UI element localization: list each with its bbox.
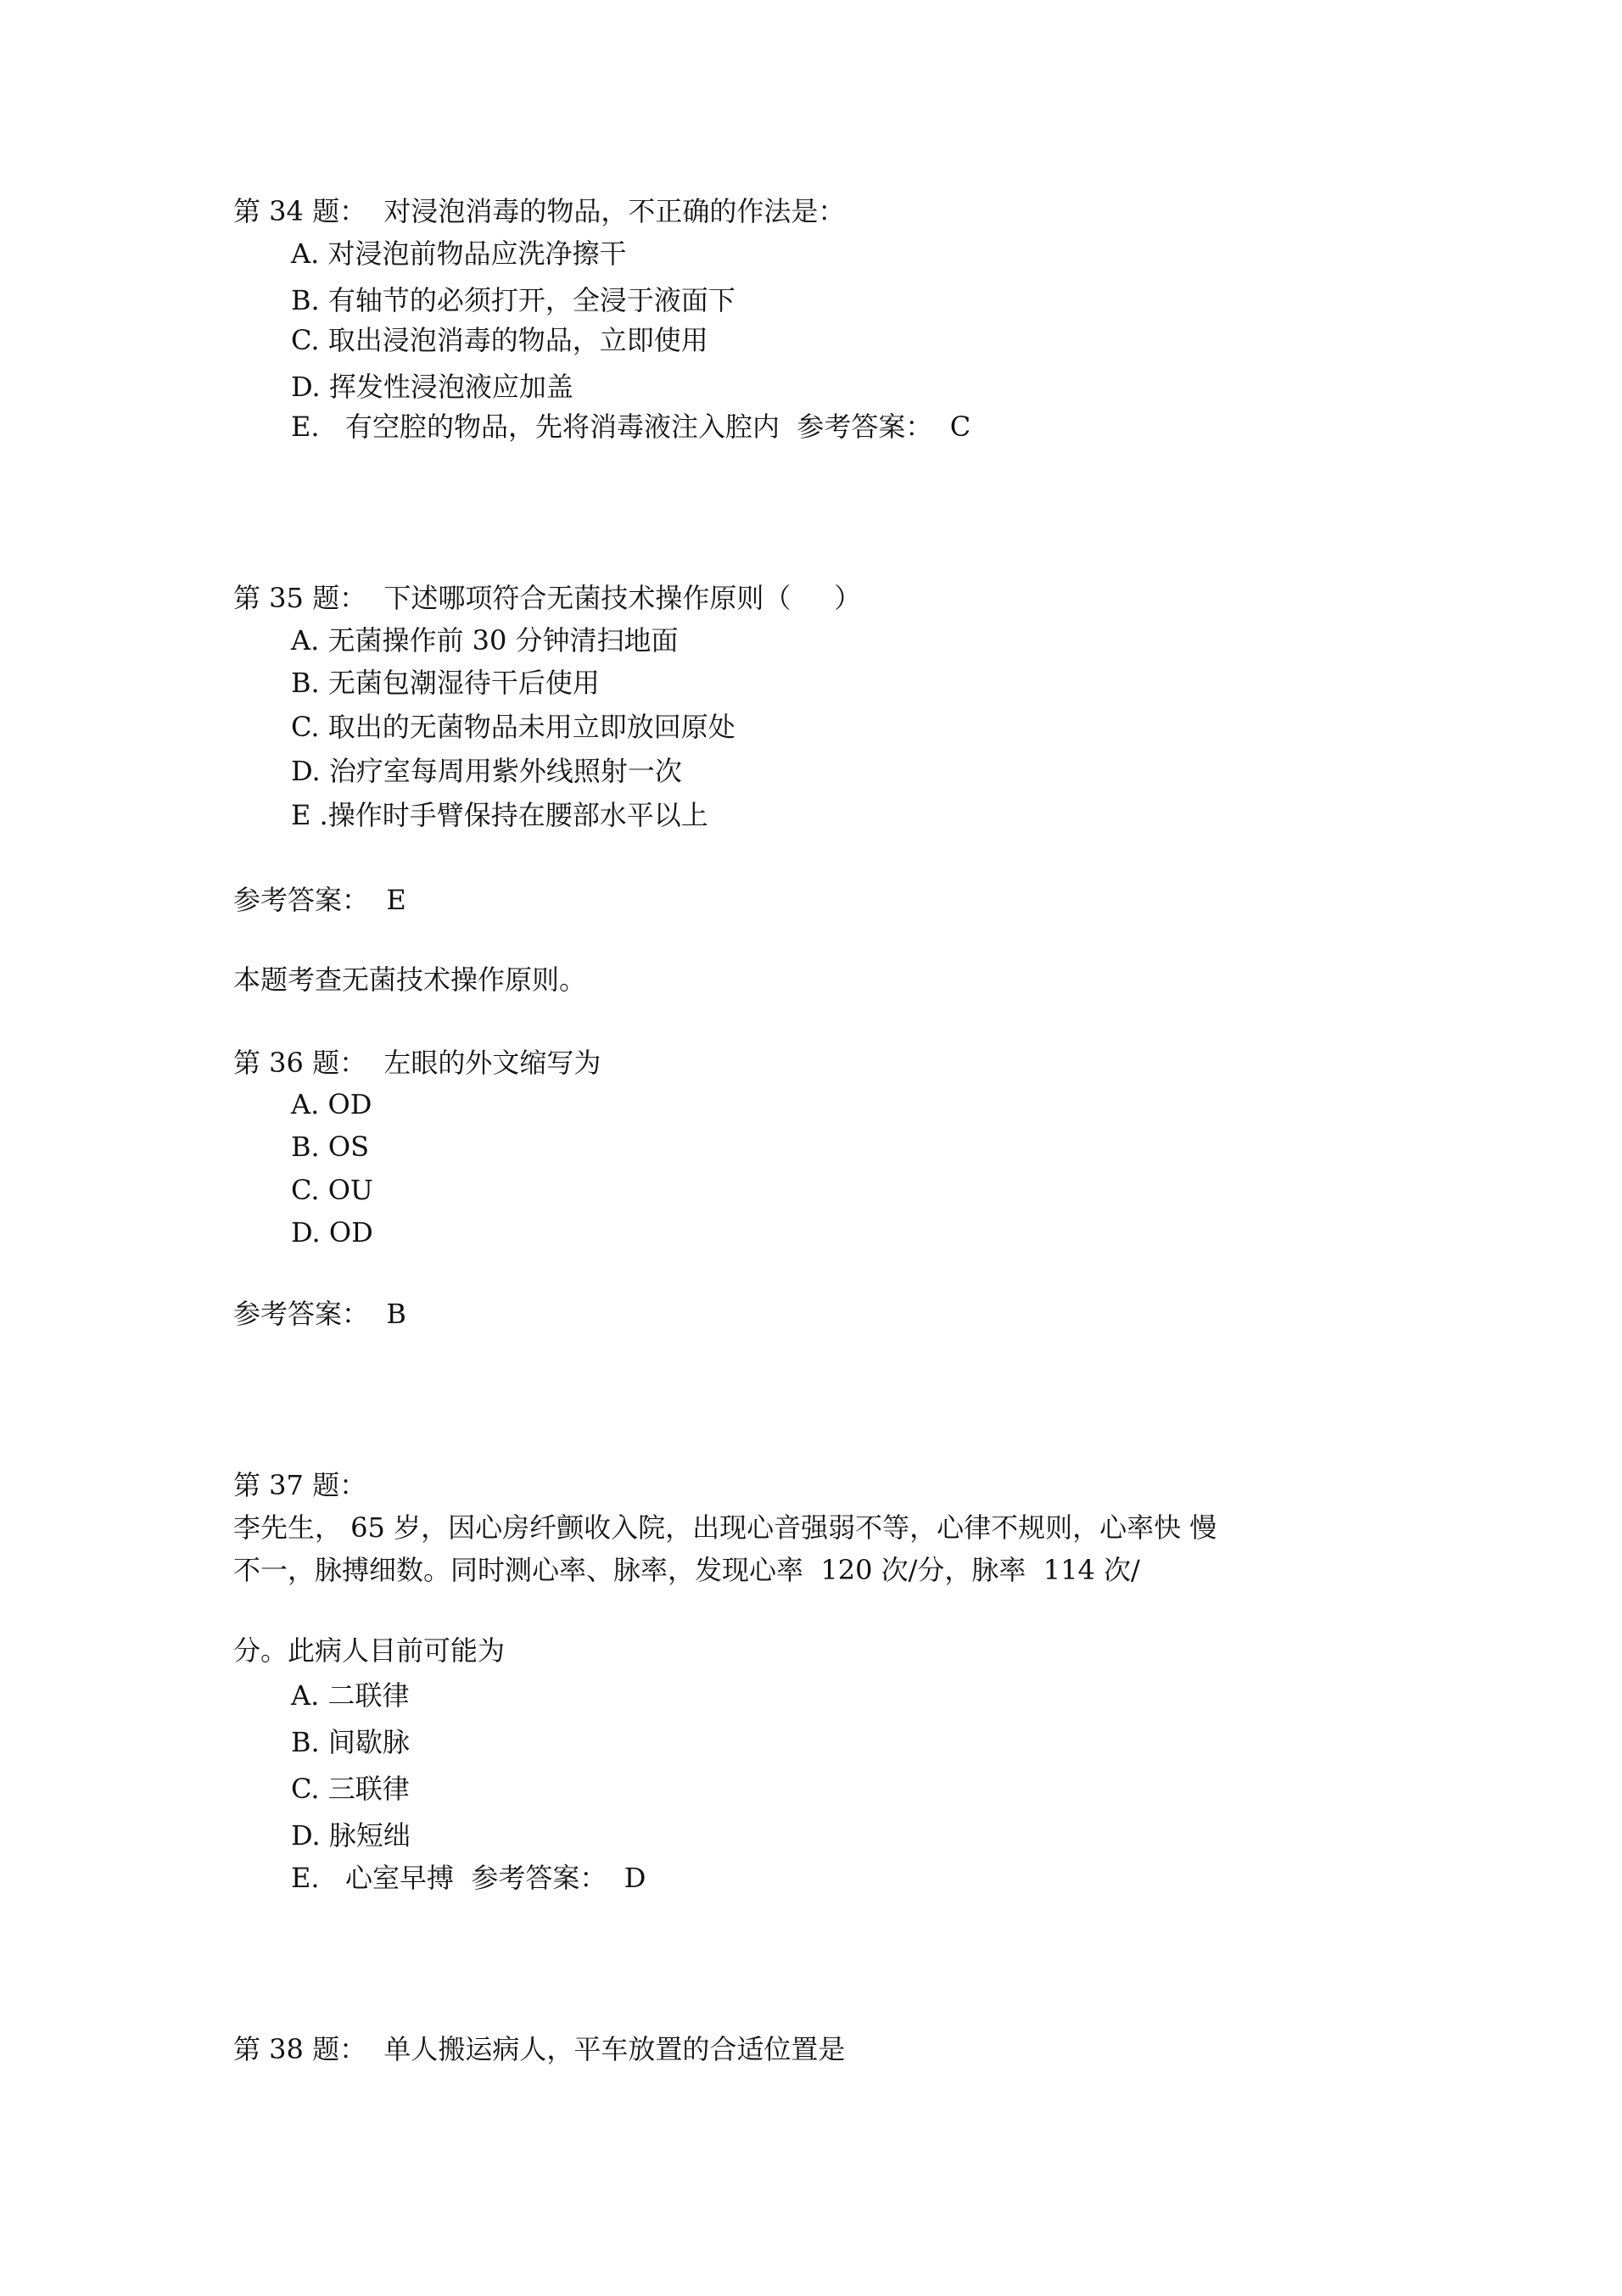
question-34-option-d: D. 挥发性浸泡液应加盖 [291, 371, 573, 403]
question-37-option-c: C. 三联律 [291, 1773, 410, 1805]
question-36-option-b: B. OS [291, 1131, 370, 1163]
question-34-option-c: C. 取出浸泡消毒的物品，立即使用 [291, 324, 708, 356]
question-35-option-b: B. 无菌包潮湿待干后使用 [291, 667, 600, 699]
question-37-option-b: B. 间歇脉 [291, 1726, 410, 1758]
question-37-option-d: D. 脉短绌 [291, 1819, 411, 1852]
question-35-answer: 参考答案： E [233, 884, 406, 916]
question-35-option-d: D. 治疗室每周用紫外线照射一次 [291, 755, 682, 787]
question-37-body-line-1: 李先生， 65 岁，因心房纤颤收入院，出现心音强弱不等，心律不规则，心率快 慢 [233, 1511, 1217, 1544]
question-35-explanation: 本题考查无菌技术操作原则。 [233, 964, 587, 996]
question-37-body-line-3: 分。此病人目前可能为 [233, 1634, 506, 1667]
question-35-option-c: C. 取出的无菌物品未用立即放回原处 [291, 711, 735, 743]
question-36-option-c: C. OU [291, 1174, 373, 1206]
question-35-option-e: E .操作时手臂保持在腰部水平以上 [291, 799, 708, 831]
question-35-option-a: A. 无菌操作前 30 分钟清扫地面 [291, 624, 679, 656]
question-37-body-line-2: 不一，脉搏细数。同时测心率、脉率，发现心率 120 次/分，脉率 114 次/ [233, 1554, 1140, 1586]
question-34-option-a: A. 对浸泡前物品应洗净擦干 [291, 237, 627, 270]
question-36-answer: 参考答案： B [233, 1298, 406, 1330]
question-34-stem: 第 34 题： 对浸泡消毒的物品，不正确的作法是： [233, 195, 846, 227]
question-37-option-a: A. 二联律 [291, 1679, 410, 1712]
question-34-option-b: B. 有轴节的必须打开，全浸于液面下 [291, 284, 735, 316]
question-36-option-d: D. OD [291, 1216, 373, 1249]
question-36-stem: 第 36 题： 左眼的外文缩写为 [233, 1047, 601, 1079]
question-35-stem: 第 35 题： 下述哪项符合无菌技术操作原则（ ） [233, 582, 862, 614]
question-38-stem: 第 38 题： 单人搬运病人，平车放置的合适位置是 [233, 2033, 846, 2065]
question-37-option-e-answer: E. 心室早搏 参考答案： D [291, 1862, 646, 1894]
question-37-stem: 第 37 题： [233, 1469, 367, 1501]
question-36-option-a: A. OD [291, 1088, 372, 1120]
question-34-option-e-answer: E. 有空腔的物品，先将消毒液注入腔内 参考答案： C [291, 411, 971, 443]
